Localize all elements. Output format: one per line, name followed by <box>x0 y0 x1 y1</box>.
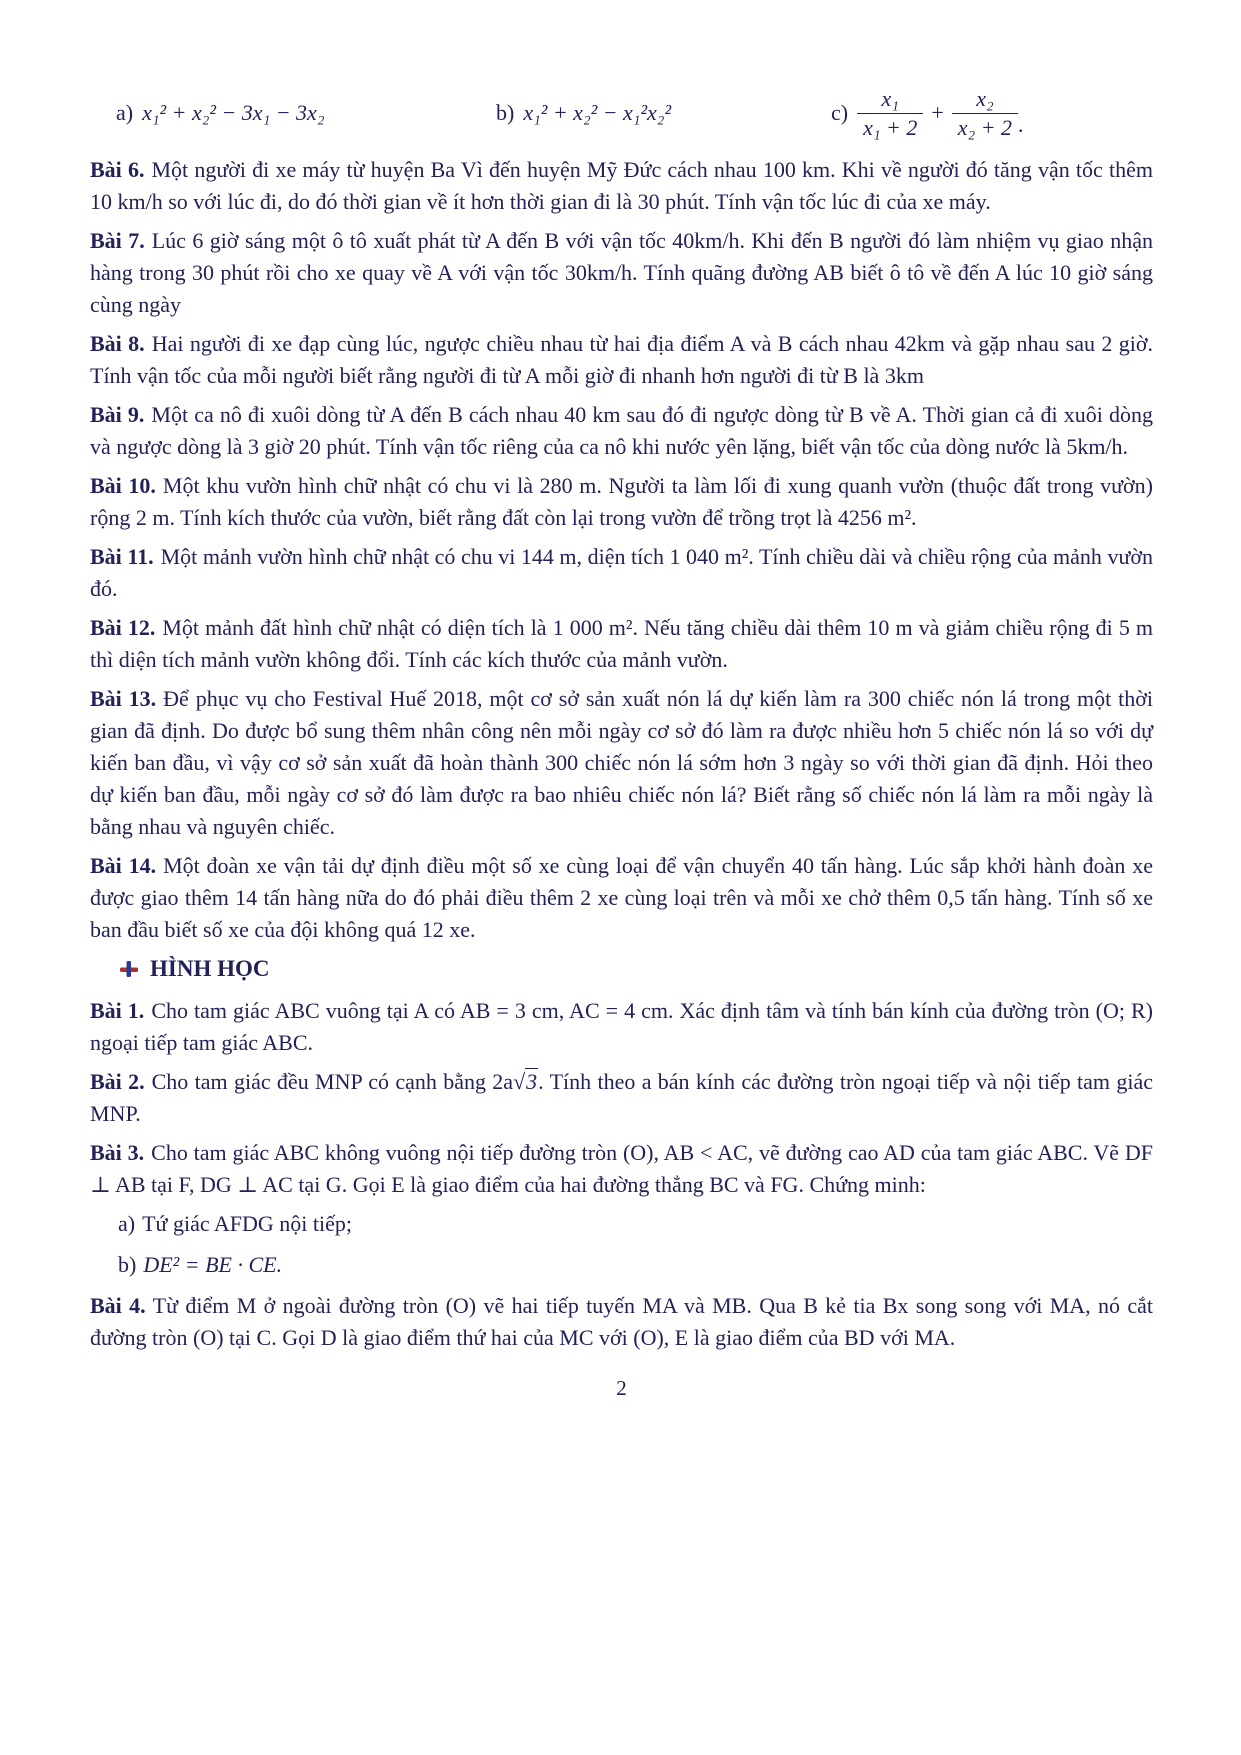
problem-bai-6 <box>90 154 1153 218</box>
problem-label: Bài 13. <box>90 686 157 711</box>
subitem-label: b) <box>118 1252 137 1277</box>
problem-text: Cho tam giác ABC vuông tại A có AB = 3 cm, AC = 4 cm. Xác định tâm và tính bán kính của đường tròn (O; R) ngoại tiếp tam giác ABC. <box>90 998 1153 1055</box>
problem-geo-bai-2 <box>90 1066 1153 1130</box>
subitem-math-text: DE² = BE · CE. <box>143 1252 283 1277</box>
plus-operator: + <box>931 100 944 125</box>
problem-text: Một đoàn xe vận tải dự định điều một số xe cùng loại để vận chuyển 40 tấn hàng. Lúc sắp khởi hành đoàn xe được giao thêm 14 tấn hàng nữa do đó phải điều thêm 2 xe cùng loại trên và mỗi xe chở thêm 0,5 tấn hàng. Tính số xe ban đầu biết số xe của đội không quá 12 xe. <box>90 853 1153 942</box>
problem-label: Bài 9. <box>90 402 145 427</box>
problem-text-before-sqrt: Cho tam giác đều MNP có cạnh bằng 2a <box>151 1069 514 1094</box>
problem-text-after-sqrt: . Tính theo a bán kính các đường tròn ngoại tiếp và nội tiếp tam giác MNP. <box>90 1069 1154 1126</box>
problem-bai-7 <box>90 225 1153 321</box>
math-expression-c <box>857 86 1023 141</box>
fraction-1 <box>857 86 923 141</box>
fraction-1-denominator: x₁ + 2 <box>863 114 918 140</box>
radical-sign: √ <box>513 1069 526 1094</box>
problem-bai-9 <box>90 399 1153 463</box>
math-expression-a: x₁² + x₂² − 3x₁ − 3x₂ <box>142 100 325 125</box>
subitem-text: Tứ giác AFDG nội tiếp; <box>142 1211 352 1236</box>
problem-text: Hai người đi xe đạp cùng lúc, ngược chiều nhau từ hai địa điểm A và B cách nhau 42km và gặp nhau sau 2 giờ. Tính vận tốc của mỗi người biết rằng người đi từ A mỗi giờ đi nhanh hơn người đi từ B là 3km <box>90 331 1153 388</box>
problem-text: Một người đi xe máy từ huyện Ba Vì đến huyện Mỹ Đức cách nhau 100 km. Khi về người đó tăng vận tốc thêm 10 km/h so với lúc đi, do đó thời gian về ít hơn thời gian đi là 30 phút. Tính vận tốc lúc đi của xe máy. <box>90 157 1153 214</box>
section-bullet-icon <box>120 961 138 977</box>
fraction-2-numerator: x₂ <box>952 86 1018 114</box>
option-b-label: b) <box>496 100 515 125</box>
option-c-label: c) <box>831 100 849 125</box>
problem-text: Một khu vườn hình chữ nhật có chu vi là 280 m. Người ta làm lối đi xung quanh vườn (thuộc đất trong vườn) rộng 2 m. Tính kích thước của vườn, biết rằng đất còn lại trong vườn để trồng trọt là 4256 m². <box>90 473 1153 530</box>
fraction-2-denominator: x₂ + 2 <box>957 114 1013 140</box>
problem-bai-10 <box>90 470 1153 534</box>
math-option-b <box>496 97 831 129</box>
problem-label: Bài 11. <box>90 544 154 569</box>
math-expression-b: x₁² + x₂² − x₁²x₂² <box>523 100 672 125</box>
problem-label: Bài 8. <box>90 331 145 356</box>
problem-label: Bài 4. <box>90 1293 146 1318</box>
problem-text: Một ca nô đi xuôi dòng từ A đến B cách nhau 40 km sau đó đi ngược dòng từ B về A. Thời gian cả đi xuôi dòng và ngược dòng là 3 giờ 20 phút. Tính vận tốc riêng của ca nô khi nước yên lặng, biết vận tốc của dòng nước là 5km/h. <box>90 402 1153 459</box>
math-option-a <box>116 97 496 129</box>
math-option-c <box>831 86 1153 141</box>
problem-bai-13 <box>90 683 1153 843</box>
problem-text: Cho tam giác ABC không vuông nội tiếp đường tròn (O), AB < AC, vẽ đường cao AD của tam giác ABC. Vẽ DF ⊥ AB tại F, DG ⊥ AC tại G. Gọi E là giao điểm của hai đường thẳng BC và FG. Chứng minh: <box>90 1140 1153 1197</box>
problem-bai-14 <box>90 850 1153 946</box>
problem-label: Bài 12. <box>90 615 156 640</box>
problem-bai-11 <box>90 541 1153 605</box>
problem-geo-bai-3 <box>90 1137 1153 1201</box>
square-root <box>513 1068 538 1094</box>
option-a-label: a) <box>116 100 134 125</box>
fraction-1-numerator: x₁ <box>857 86 923 114</box>
problem-label: Bài 14. <box>90 853 157 878</box>
fraction-2 <box>952 86 1018 141</box>
subitem-label: a) <box>118 1211 136 1236</box>
radicand: 3 <box>526 1069 538 1094</box>
problem-text: Một mảnh đất hình chữ nhật có diện tích là 1 000 m². Nếu tăng chiều dài thêm 10 m và giảm chiều rộng đi 5 m thì diện tích mảnh vườn không đổi. Tính các kích thước của mảnh vườn. <box>90 615 1153 672</box>
problem-label: Bài 2. <box>90 1069 145 1094</box>
problem-label: Bài 7. <box>90 228 145 253</box>
problem-bai-12 <box>90 612 1153 676</box>
problem-text: Một mảnh vườn hình chữ nhật có chu vi 144 m, diện tích 1 040 m². Tính chiều dài và chiều rộng của mảnh vườn đó. <box>90 544 1154 601</box>
problem-label: Bài 6. <box>90 157 145 182</box>
problem-geo-bai-1 <box>90 995 1153 1059</box>
problem-label: Bài 3. <box>90 1140 145 1165</box>
page-number: 2 <box>616 1376 627 1400</box>
subitem-a <box>118 1208 1153 1240</box>
problem-text: Từ điểm M ở ngoài đường tròn (O) vẽ hai tiếp tuyến MA và MB. Qua B kẻ tia Bx song song với MA, nó cắt đường tròn (O) tại C. Gọi D là giao điểm thứ hai của MC với (O), E là giao điểm của BD với MA. <box>90 1293 1153 1350</box>
problem-text: Lúc 6 giờ sáng một ô tô xuất phát từ A đến B với vận tốc 40km/h. Khi đến B người đó làm nhiệm vụ giao nhận hàng trong 30 phút rồi cho xe quay về A với vận tốc 30km/h. Tính quãng đường AB biết ô tô về đến A lúc 10 giờ sáng cùng ngày <box>90 228 1153 317</box>
problem-label: Bài 1. <box>90 998 145 1023</box>
subitem-b <box>118 1249 1153 1281</box>
problem-label: Bài 10. <box>90 473 156 498</box>
problem-geo-bai-4 <box>90 1290 1153 1354</box>
section-heading-text: HÌNH HỌC <box>150 956 270 981</box>
problem-bai-8 <box>90 328 1153 392</box>
section-heading-hinh-hoc <box>120 953 1153 985</box>
answer-options-row <box>90 84 1153 142</box>
problem-text: Để phục vụ cho Festival Huế 2018, một cơ sở sản xuất nón lá dự kiến làm ra 300 chiếc nón lá trong một thời gian đã định. Do được bổ sung thêm nhân công nên mỗi ngày cơ sở đó làm ra được nhiều hơn 5 chiếc nón lá so với dự kiến ban đầu, vì vậy cơ sở sản xuất đã hoàn thành 300 chiếc nón lá sớm hơn 3 ngày so với thời gian đã định. Hỏi theo dự kiến ban đầu, mỗi ngày cơ sở đó làm được ra bao nhiêu chiếc nón lá? Biết rằng số chiếc nón lá làm ra mỗi ngày là bằng nhau và nguyên chiếc. <box>90 686 1153 839</box>
expression-period: . <box>1018 111 1024 137</box>
